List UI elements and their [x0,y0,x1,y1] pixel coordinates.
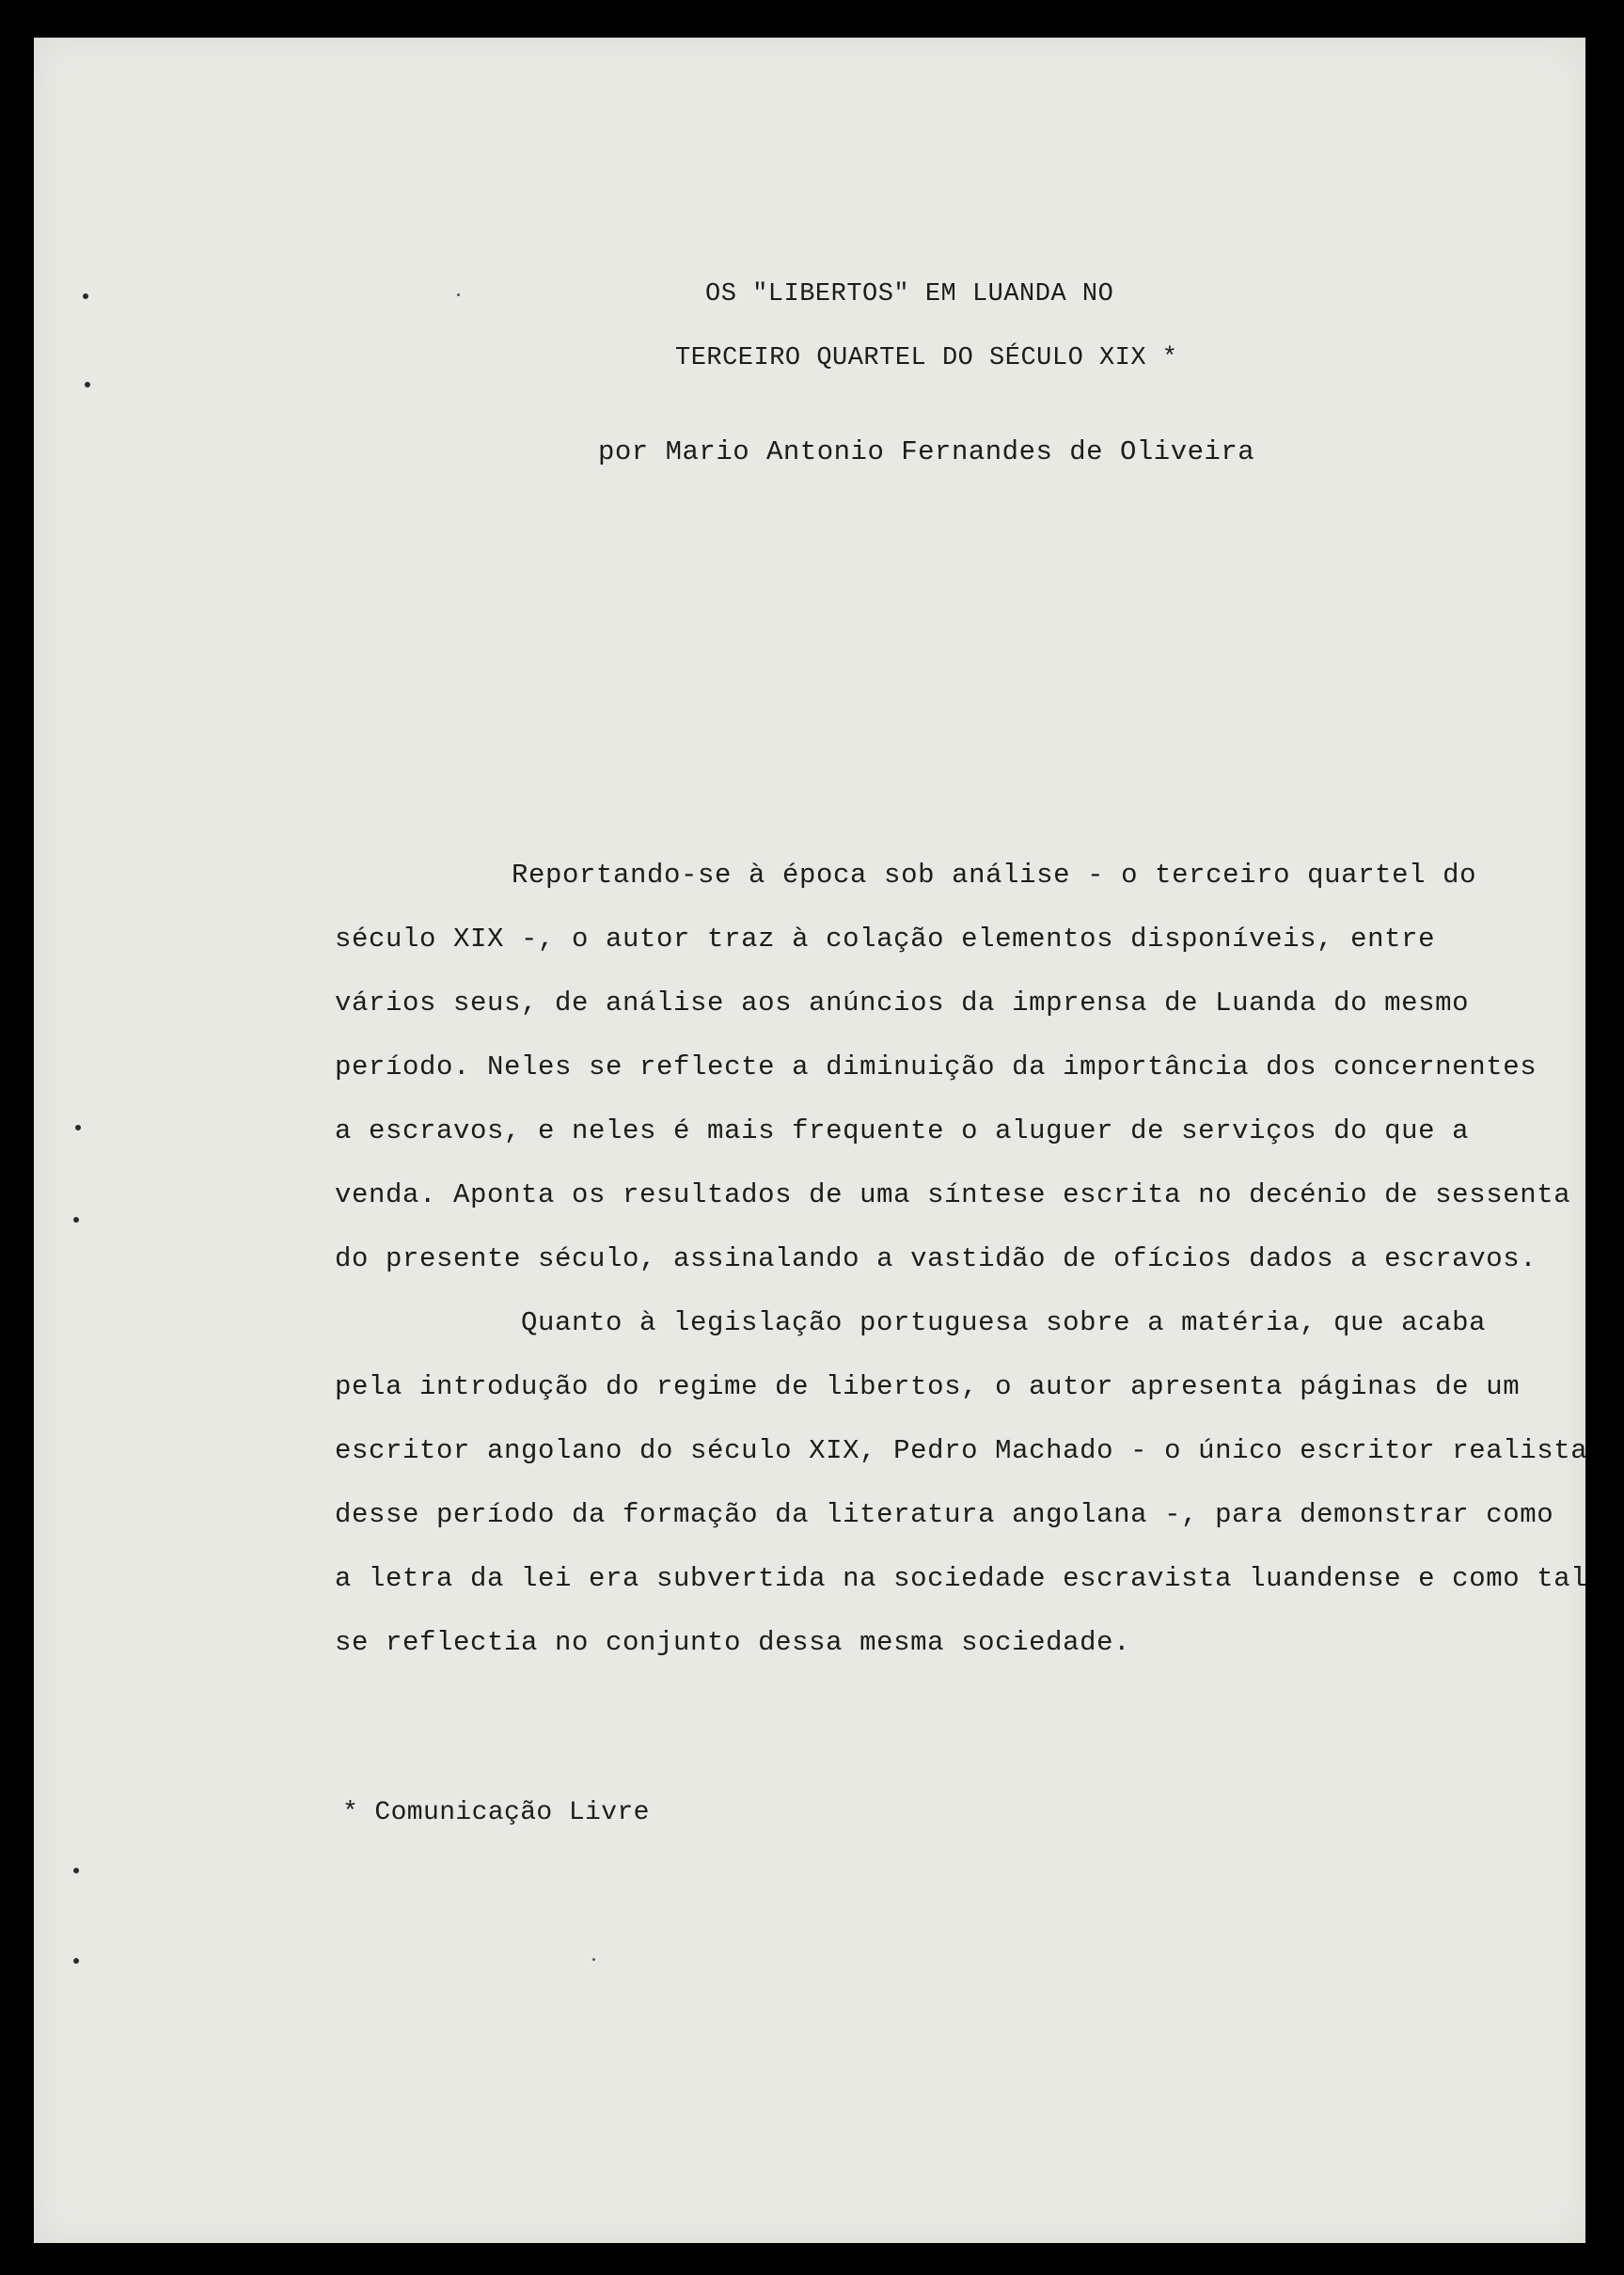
paragraph-1-line: período. Neles se reflecte a diminuição da importância dos concernentes [335,1051,1537,1082]
paragraph-2-line: se reflectia no conjunto dessa mesma sociedade. [335,1627,1131,1658]
paragraph-1-line: vários seus, de análise aos anúncios da imprensa de Luanda do mesmo [335,987,1470,1019]
punch-mark [73,1868,79,1873]
punch-mark [73,1217,79,1223]
paper-speck [592,1958,595,1961]
paragraph-2-line: desse período da formação da literatura angolana -, para demonstrar como [335,1499,1554,1530]
punch-mark [85,382,90,387]
punch-mark [75,1125,81,1130]
paragraph-2-line: a letra da lei era subvertida na sociedade escravista luandense e como tal [335,1563,1588,1594]
paragraph-1-line: a escravos, e neles é mais frequente o aluguer de serviços do que a [335,1115,1470,1146]
paragraph-2-line: escritor angolano do século XIX, Pedro Machado - o único escritor realista [335,1435,1588,1466]
paragraph-2-line: Quanto à legislação portuguesa sobre a matéria, que acaba [521,1307,1487,1338]
title-line-1: OS "LIBERTOS" EM LUANDA NO [705,280,1114,308]
paragraph-1-line: século XIX -, o autor traz à colação elementos disponíveis, entre [335,924,1436,955]
title-line-2: TERCEIRO QUARTEL DO SÉCULO XIX * [675,344,1178,372]
paragraph-1-line: do presente século, assinalando a vastidão de ofícios dados a escravos. [335,1243,1537,1274]
paragraph-1-line: Reportando-se à época sob análise - o terceiro quartel do [512,860,1477,891]
paragraph-2-line: pela introdução do regime de libertos, o autor apresenta páginas de um [335,1371,1521,1402]
footnote: * Comunicação Livre [342,1798,650,1827]
punch-mark [73,1958,79,1964]
author-line: por Mario Antonio Fernandes de Oliveira [598,436,1255,467]
document-page [34,38,1588,2243]
paper-speck [457,293,460,296]
punch-mark [83,293,88,299]
paragraph-1-line: venda. Aponta os resultados de uma síntese escrita no decénio de sessenta [335,1179,1571,1210]
